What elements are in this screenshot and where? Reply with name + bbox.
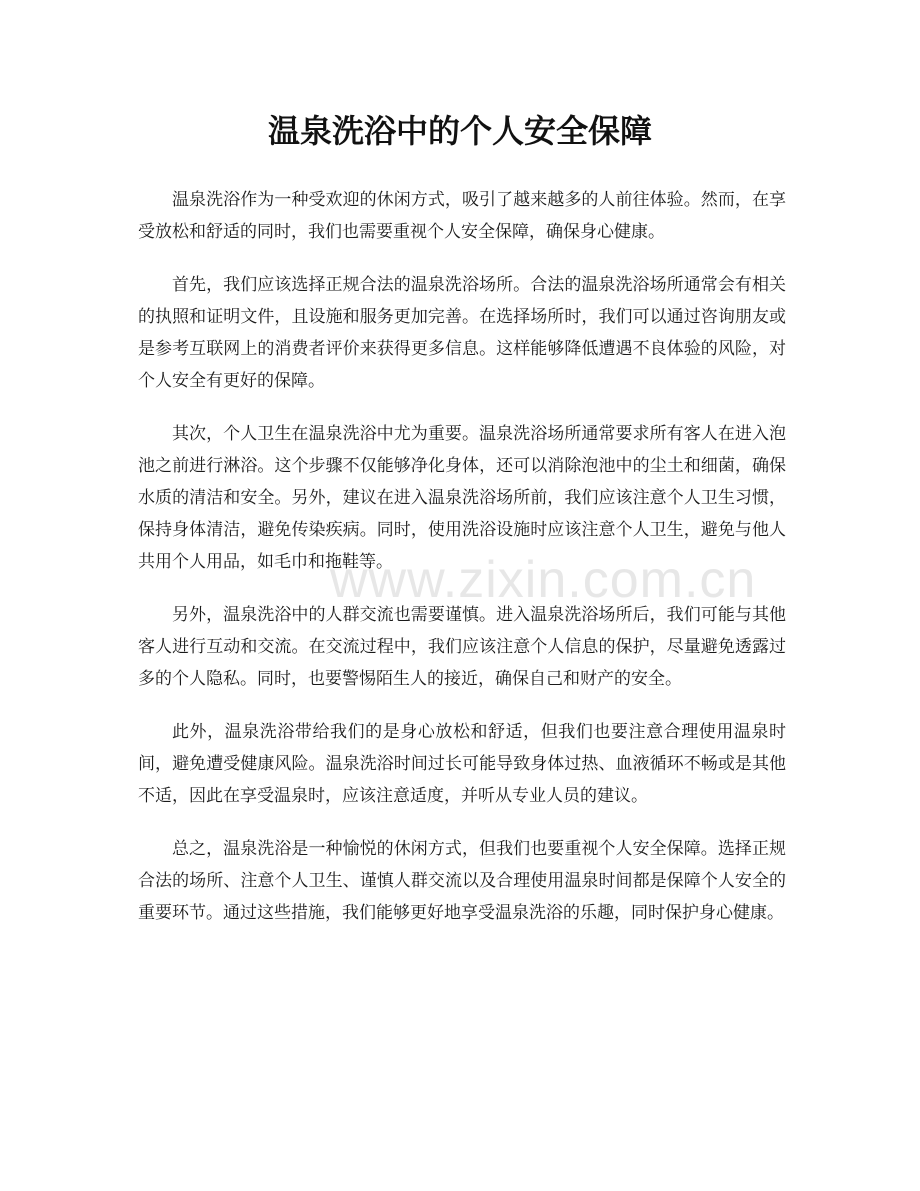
paragraph-social: 另外，温泉洗浴中的人群交流也需要谨慎。进入温泉洗浴场所后，我们可能与其他客人进行互动和交流。在交流过程中，我们应该注意个人信息的保护，尽量避免透露过多的个人隐私。同时，也要警惕陌生人的接近，确保自己和财产的安全。 [138, 605, 786, 689]
document-title: 温泉洗浴中的个人安全保障 [267, 112, 652, 150]
watermark: www.zixin.com.cn [330, 551, 757, 609]
paragraph-venue: 首先，我们应该选择正规合法的温泉洗浴场所。合法的温泉洗浴场所通常会有相关的执照和证明文件，且设施和服务更加完善。在选择场所时，我们可以通过咨询朋友或是参考互联网上的消费者评价来获得更多信息。这样能够降低遭遇不良体验的风险，对个人安全有更好的保障。 [138, 275, 786, 391]
paragraph-time: 此外，温泉洗浴带给我们的是身心放松和舒适，但我们也要注意合理使用温泉时间，避免遭受健康风险。温泉洗浴时间过长可能导致身体过热、血液循环不畅或是其他不适，因此在享受温泉时，应该注意适度，并听从专业人员的建议。 [138, 722, 786, 806]
document-body [138, 184, 786, 950]
paragraph-conclusion: 总之，温泉洗浴是一种愉悦的休闲方式，但我们也要重视个人安全保障。选择正规合法的场所、注意个人卫生、谨慎人群交流以及合理使用温泉时间都是保障个人安全的重要环节。通过这些措施，我们能够更好地享受温泉洗浴的乐趣，同时保护身心健康。 [138, 839, 786, 923]
paragraph-hygiene: 其次，个人卫生在温泉洗浴中尤为重要。温泉洗浴场所通常要求所有客人在进入泡池之前进行淋浴。这个步骤不仅能够净化身体，还可以消除泡池中的尘土和细菌，确保水质的清洁和安全。另外，建议在进入温泉洗浴场所前，我们应该注意个人卫生习惯，保持身体清洁，避免传染疾病。同时，使用洗浴设施时应该注意个人卫生，避免与他人共用个人用品，如毛巾和拖鞋等。 [138, 424, 786, 572]
paragraph-intro: 温泉洗浴作为一种受欢迎的休闲方式，吸引了越来越多的人前往体验。然而，在享受放松和舒适的同时，我们也需要重视个人安全保障，确保身心健康。 [138, 190, 786, 242]
